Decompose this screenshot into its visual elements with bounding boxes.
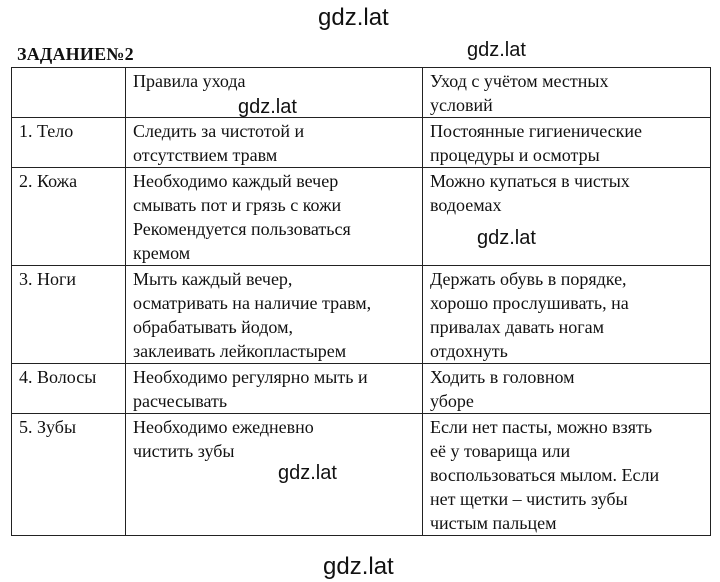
watermark-right: gdz.lat [467, 39, 526, 61]
rules-line: кремом [133, 243, 191, 263]
rules-cell [126, 168, 423, 266]
local-care-line: хорошо прослушивать, на [430, 293, 629, 313]
task-title: ЗАДАНИЕ№2 [17, 44, 134, 64]
row-name-cell [12, 266, 126, 364]
rules-line: Следить за чистотой и [133, 121, 305, 141]
row-name-cell [12, 168, 126, 266]
header-text-line: Уход с учётом местных [430, 71, 609, 91]
local-care-line: нет щетки – чистить зубы [430, 489, 628, 509]
row-name-cell [12, 118, 126, 168]
local-care-cell [423, 266, 711, 364]
row-name: 2. Кожа [19, 171, 78, 191]
local-care-line: процедуры и осмотры [430, 145, 600, 165]
local-care-line: Можно купаться в чистых [430, 171, 630, 191]
local-care-cell [423, 168, 711, 266]
table-row [12, 118, 711, 168]
table-row [12, 414, 711, 536]
header-text-line: условий [430, 95, 493, 115]
local-care-line: Постоянные гигиенические [430, 121, 642, 141]
rules-line: расчесывать [133, 391, 228, 411]
header-cell-empty [12, 68, 126, 118]
local-care-cell [423, 118, 711, 168]
watermark-table-lower: gdz.lat [278, 462, 337, 484]
header-cell-local-care [423, 68, 711, 118]
local-care-line: Если нет пасты, можно взять [430, 417, 653, 437]
watermark-table-header: gdz.lat [238, 96, 297, 118]
row-name: 3. Ноги [19, 269, 77, 289]
local-care-line: Держать обувь в порядке, [430, 269, 627, 289]
local-care-line: воспользоваться мылом. Если [430, 465, 660, 485]
local-care-line: водоемах [430, 195, 502, 215]
rules-cell [126, 364, 423, 414]
table-row [12, 266, 711, 364]
watermark-top: gdz.lat [318, 4, 389, 31]
rules-line: Рекомендуется пользоваться [133, 219, 351, 239]
rules-line: Необходимо ежедневно [133, 417, 314, 437]
table-header-row [12, 68, 711, 118]
row-name-cell [12, 364, 126, 414]
local-care-cell [423, 414, 711, 536]
rules-line: отсутствием травм [133, 145, 278, 165]
rules-line: чистить зубы [133, 441, 235, 461]
watermark-bottom: gdz.lat [323, 553, 394, 580]
local-care-line: привалах давать ногам [430, 317, 605, 337]
local-care-line: её у товарища или [430, 441, 571, 461]
row-name-cell [12, 414, 126, 536]
rules-line: смывать пот и грязь с кожи [133, 195, 342, 215]
table-row [12, 364, 711, 414]
local-care-line: отдохнуть [430, 341, 508, 361]
rules-line: обрабатывать йодом, [133, 317, 293, 337]
care-rules-table [11, 67, 711, 536]
table-row [12, 168, 711, 266]
rules-line: Необходимо каждый вечер [133, 171, 339, 191]
row-name: 5. Зубы [19, 417, 77, 437]
local-care-line: уборе [430, 391, 474, 411]
local-care-line: Ходить в головном [430, 367, 575, 387]
local-care-cell [423, 364, 711, 414]
rules-cell [126, 118, 423, 168]
watermark-table-middle: gdz.lat [477, 227, 536, 249]
row-name: 4. Волосы [19, 367, 97, 387]
rules-cell [126, 414, 423, 536]
rules-cell [126, 266, 423, 364]
rules-line: Необходимо регулярно мыть и [133, 367, 368, 387]
row-name: 1. Тело [19, 121, 74, 141]
rules-line: Мыть каждый вечер, [133, 269, 293, 289]
rules-line: осматривать на наличие травм, [133, 293, 372, 313]
rules-line: заклеивать лейкопластырем [133, 341, 347, 361]
local-care-line: чистым пальцем [430, 513, 557, 533]
header-text: Правила ухода [133, 71, 246, 91]
